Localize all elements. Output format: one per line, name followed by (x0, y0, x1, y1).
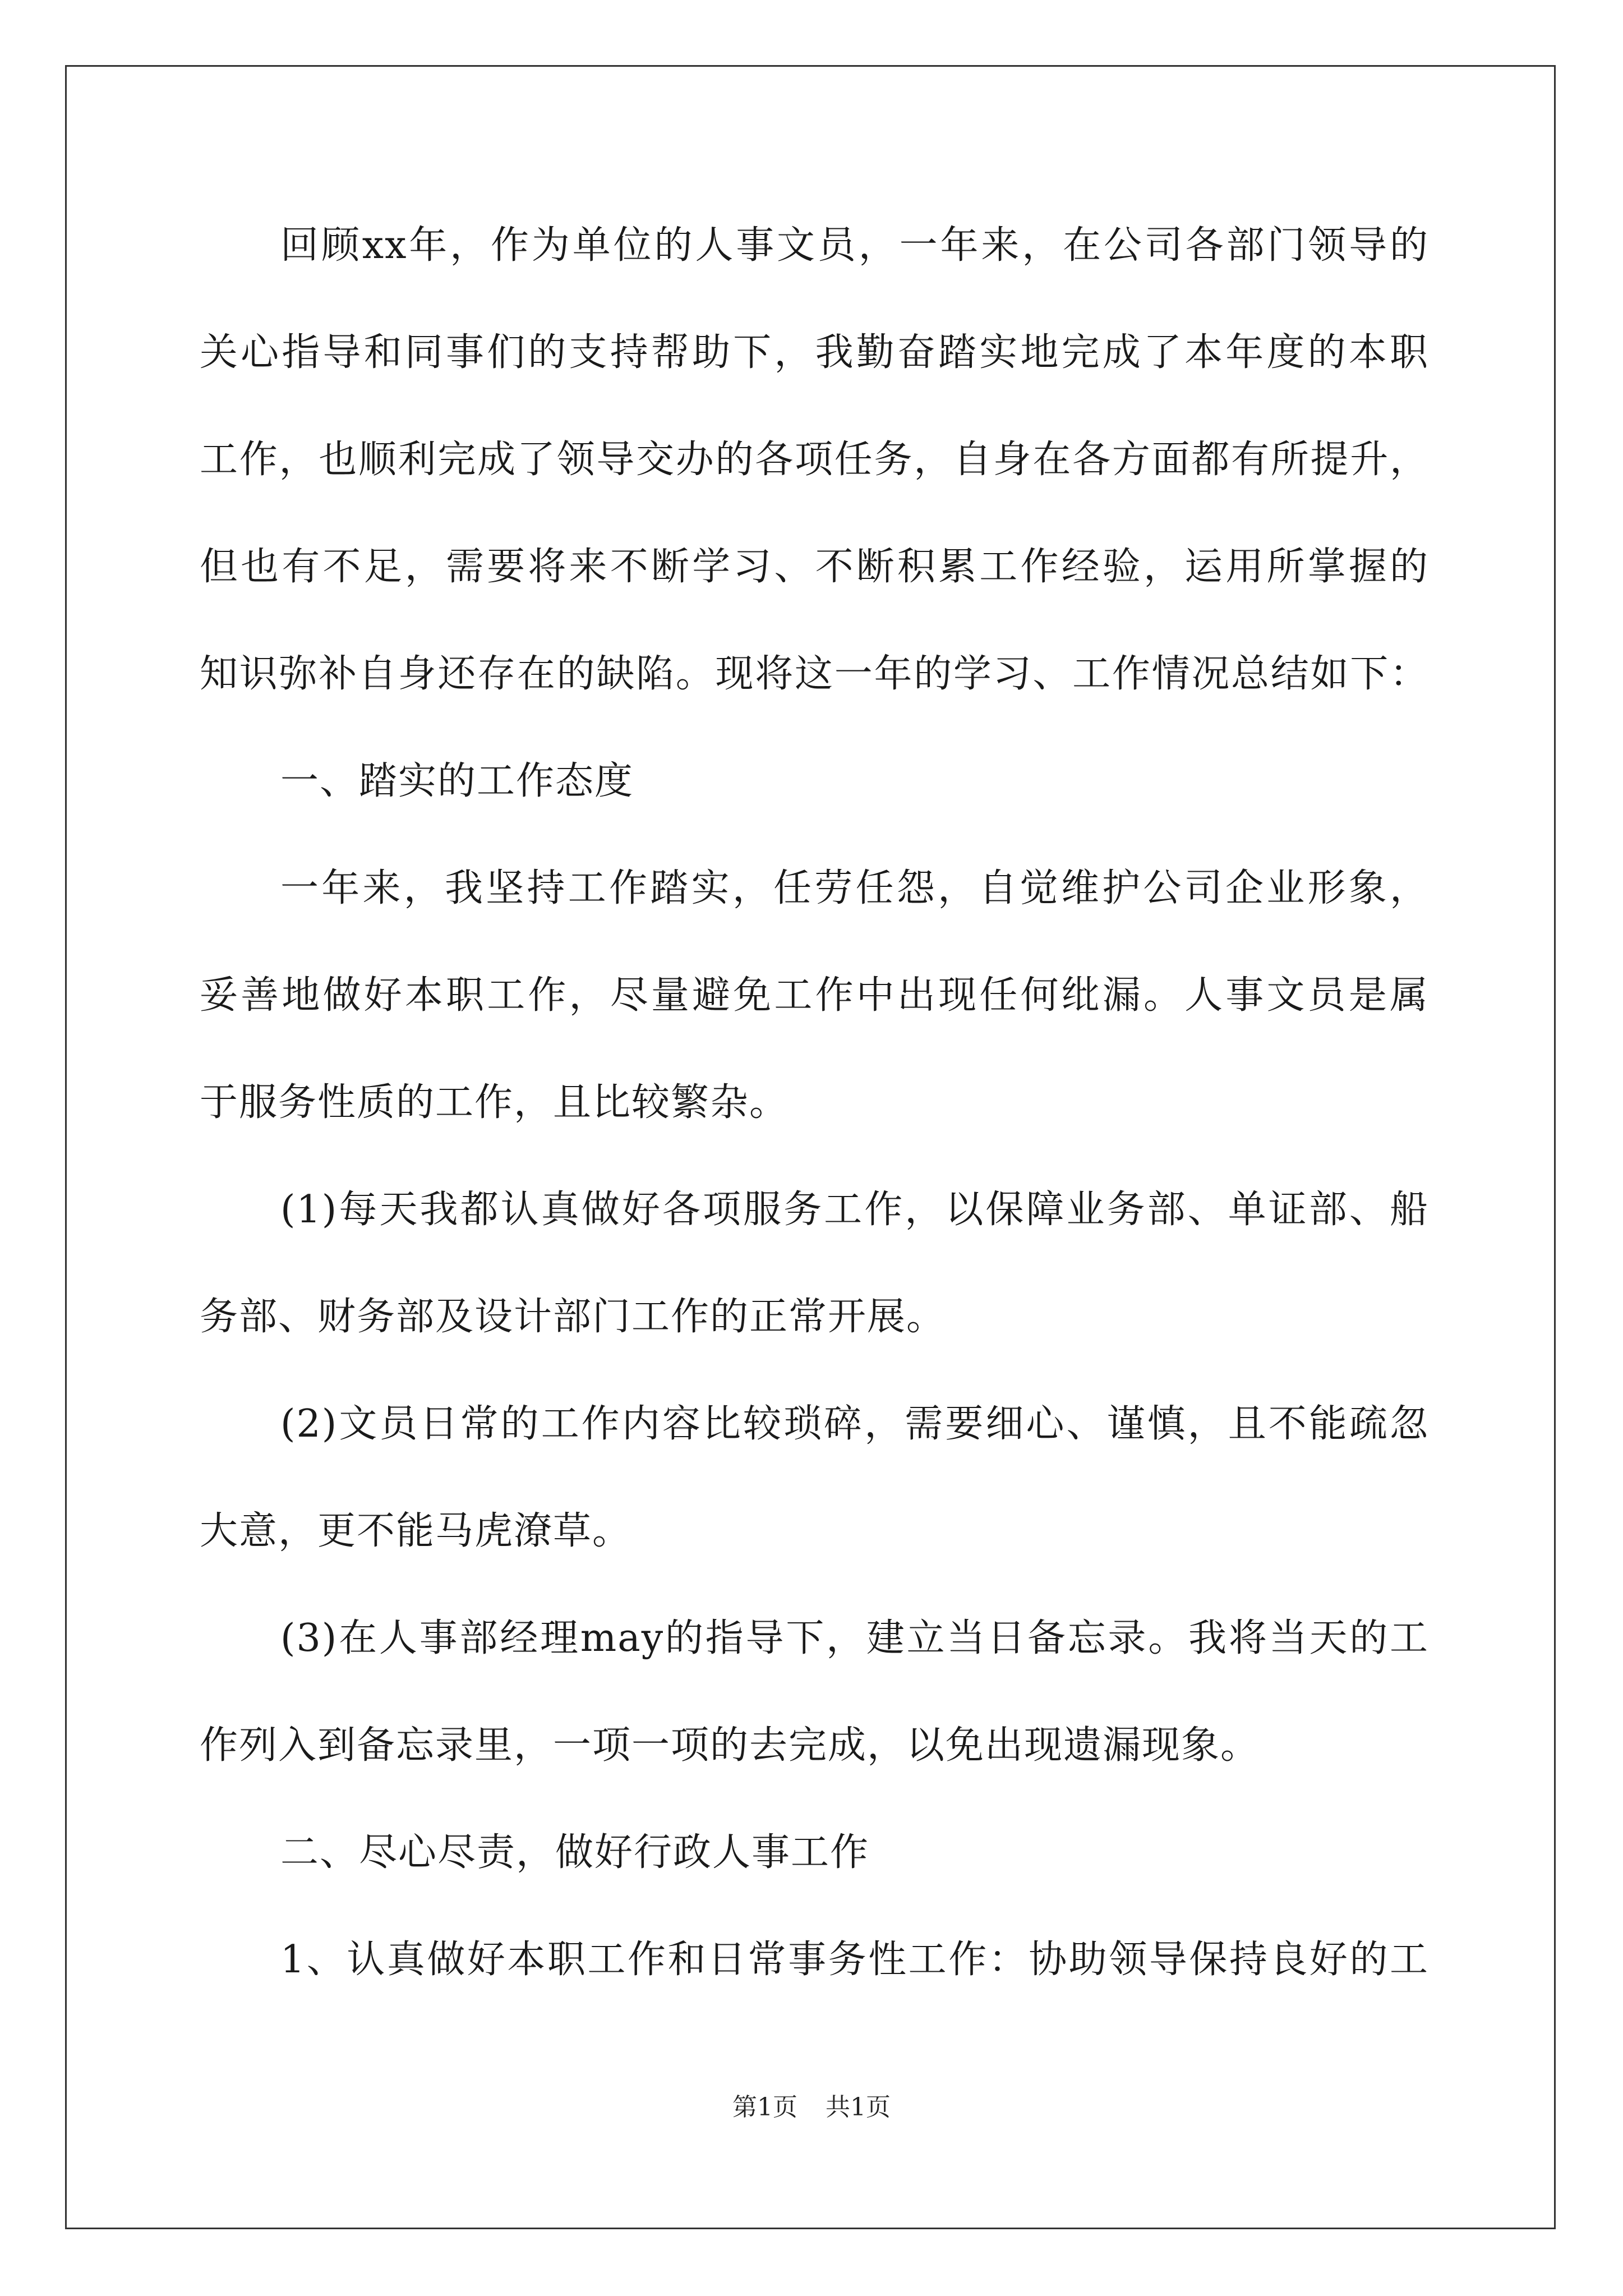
paragraph-line: 务部、财务部及设计部门工作的正常开展。 (200, 1295, 946, 1339)
section-heading: 一、踏实的工作态度 (280, 759, 634, 803)
document-body (200, 212, 1429, 2033)
paragraph-line: (2)文员日常的工作内容比较琐碎，需要细心、谨慎，且不能疏忽 (280, 1402, 1429, 1446)
page-total: 共1页 (826, 2093, 891, 2122)
paragraph-line: (1)每天我都认真做好各项服务工作，以保障业务部、单证部、船 (280, 1188, 1429, 1232)
paragraph-line: 知识弥补自身还存在的缺陷。现将这一年的学习、工作情况总结如下： (200, 652, 1429, 696)
paragraph-line: (3)在人事部经理may的指导下，建立当日备忘录。我将当天的工 (280, 1616, 1429, 1660)
paragraph-line: 妥善地做好本职工作，尽量避免工作中出现任何纰漏。人事文员是属 (200, 973, 1429, 1018)
paragraph-line: 回顾xx年，作为单位的人事文员，一年来，在公司各部门领导的 (280, 223, 1429, 268)
paragraph-line: 作列入到备忘录里，一项一项的去完成，以免出现遗漏现象。 (200, 1723, 1260, 1768)
section-heading: 二、尽心尽责，做好行政人事工作 (280, 1830, 870, 1875)
paragraph-line: 关心指导和同事们的支持帮助下，我勤奋踏实地完成了本年度的本职 (200, 330, 1429, 375)
paragraph-line: 但也有不足，需要将来不断学习、不断积累工作经验，运用所掌握的 (200, 545, 1429, 589)
page-number: 第1页 (732, 2093, 797, 2122)
paragraph-line: 大意，更不能马虎潦草。 (200, 1509, 632, 1553)
paragraph-line: 于服务性质的工作，且比较繁杂。 (200, 1080, 789, 1125)
paragraph-line: 工作，也顺利完成了领导交办的各项任务，自身在各方面都有所提升， (200, 438, 1429, 482)
paragraph-line: 一年来，我坚持工作踏实，任劳任怨，自觉维护公司企业形象， (280, 866, 1429, 910)
paragraph-line: 1、认真做好本职工作和日常事务性工作：协助领导保持良好的工 (280, 1938, 1429, 1982)
page-footer (0, 2087, 1623, 2123)
